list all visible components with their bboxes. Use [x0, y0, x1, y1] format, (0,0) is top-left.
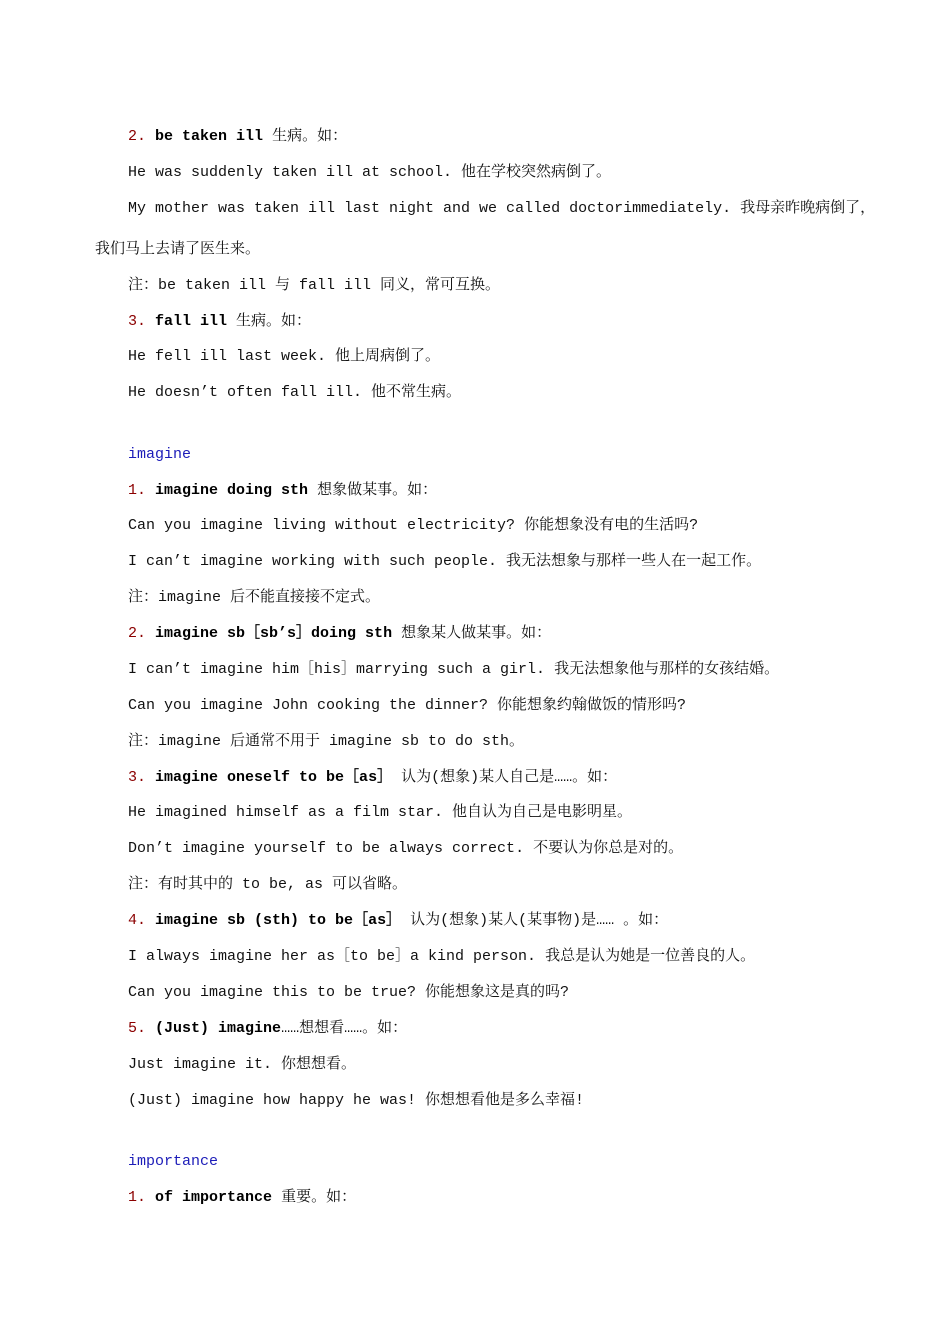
- usage-number: 5.: [128, 1020, 147, 1037]
- usage-be-taken-ill: [128, 127, 347, 147]
- usage-number: 2.: [128, 625, 147, 642]
- usage-number: 3.: [128, 769, 147, 786]
- usage-imagine-1: [128, 481, 437, 501]
- usage-note: 注：有时其中的 to be, as 可以省略。: [128, 876, 408, 893]
- usage-meaning: 生病。如：: [227, 313, 312, 330]
- example-sentence: (Just) imagine how happy he was! 你想想看他是多么幸福!: [128, 1092, 585, 1109]
- usage-note: 注：be taken ill 与 fall ill 同义，常可互换。: [128, 277, 501, 294]
- usage-meaning: 生病。如：: [263, 128, 348, 145]
- example-sentence: Just imagine it. 你想想看。: [128, 1056, 357, 1073]
- usage-meaning: 重要。如：: [272, 1189, 357, 1206]
- example-sentence: My mother was taken ill last night and we called doctorimmediately. 我母亲昨晚病倒了，: [128, 200, 876, 217]
- example-sentence: Can you imagine this to be true? 你能想象这是真的吗?: [128, 984, 570, 1001]
- usage-phrase: (Just) imagine: [155, 1020, 282, 1037]
- usage-imagine-2: [128, 624, 551, 644]
- example-sentence-continued: 我们马上去请了医生来。: [95, 241, 261, 258]
- headword-importance: importance: [128, 1153, 219, 1170]
- usage-phrase: fall ill: [155, 313, 228, 330]
- example-sentence: Don’t imagine yourself to be always correct. 不要认为你总是对的。: [128, 840, 684, 857]
- usage-meaning: 想象做某事。如：: [308, 482, 438, 499]
- example-sentence: I can’t imagine him［his］marrying such a girl. 我无法想象他与那样的女孩结婚。: [128, 661, 780, 678]
- example-sentence: He fell ill last week. 他上周病倒了。: [128, 348, 441, 365]
- headword-imagine: imagine: [128, 446, 192, 463]
- usage-number: 1.: [128, 1189, 147, 1206]
- example-sentence: Can you imagine John cooking the dinner? 你能想象约翰做饭的情形吗?: [128, 697, 687, 714]
- usage-phrase: imagine sb (sth) to be［as］: [155, 912, 402, 929]
- usage-note: 注：imagine 后不能直接接不定式。: [128, 589, 381, 606]
- example-sentence: I can’t imagine working with such people. 我无法想象与那样一些人在一起工作。: [128, 553, 762, 570]
- usage-phrase: imagine sb［sb’s］doing sth: [155, 625, 393, 642]
- usage-phrase: imagine oneself to be［as］: [155, 769, 393, 786]
- usage-importance-1: [128, 1188, 356, 1208]
- usage-phrase: imagine doing sth: [155, 482, 309, 499]
- usage-imagine-5: [128, 1019, 407, 1039]
- usage-number: 2.: [128, 128, 147, 145]
- example-sentence: He was suddenly taken ill at school. 他在学校突然病倒了。: [128, 164, 612, 181]
- usage-number: 3.: [128, 313, 147, 330]
- usage-meaning: 想象某人做某事。如：: [392, 625, 552, 642]
- usage-meaning: 认为(想象)某人自己是……。如：: [392, 769, 618, 786]
- example-sentence: He doesn’t often fall ill. 他不常生病。: [128, 384, 462, 401]
- usage-phrase: of importance: [155, 1189, 273, 1206]
- usage-fall-ill: [128, 312, 311, 332]
- usage-phrase: be taken ill: [155, 128, 264, 145]
- usage-meaning: 认为(想象)某人(某事物)是…… 。如：: [401, 912, 669, 929]
- usage-note: 注：imagine 后通常不用于 imagine sb to do sth。: [128, 733, 525, 750]
- example-sentence: He imagined himself as a film star. 他自认为自己是电影明星。: [128, 804, 633, 821]
- usage-imagine-4: [128, 911, 668, 931]
- example-sentence: Can you imagine living without electricity? 你能想象没有电的生活吗?: [128, 517, 699, 534]
- example-sentence: I always imagine her as［to be］a kind person. 我总是认为她是一位善良的人。: [128, 948, 756, 965]
- usage-number: 1.: [128, 482, 147, 499]
- usage-meaning: ……想想看……。如：: [281, 1020, 408, 1037]
- usage-number: 4.: [128, 912, 147, 929]
- usage-imagine-3: [128, 768, 617, 788]
